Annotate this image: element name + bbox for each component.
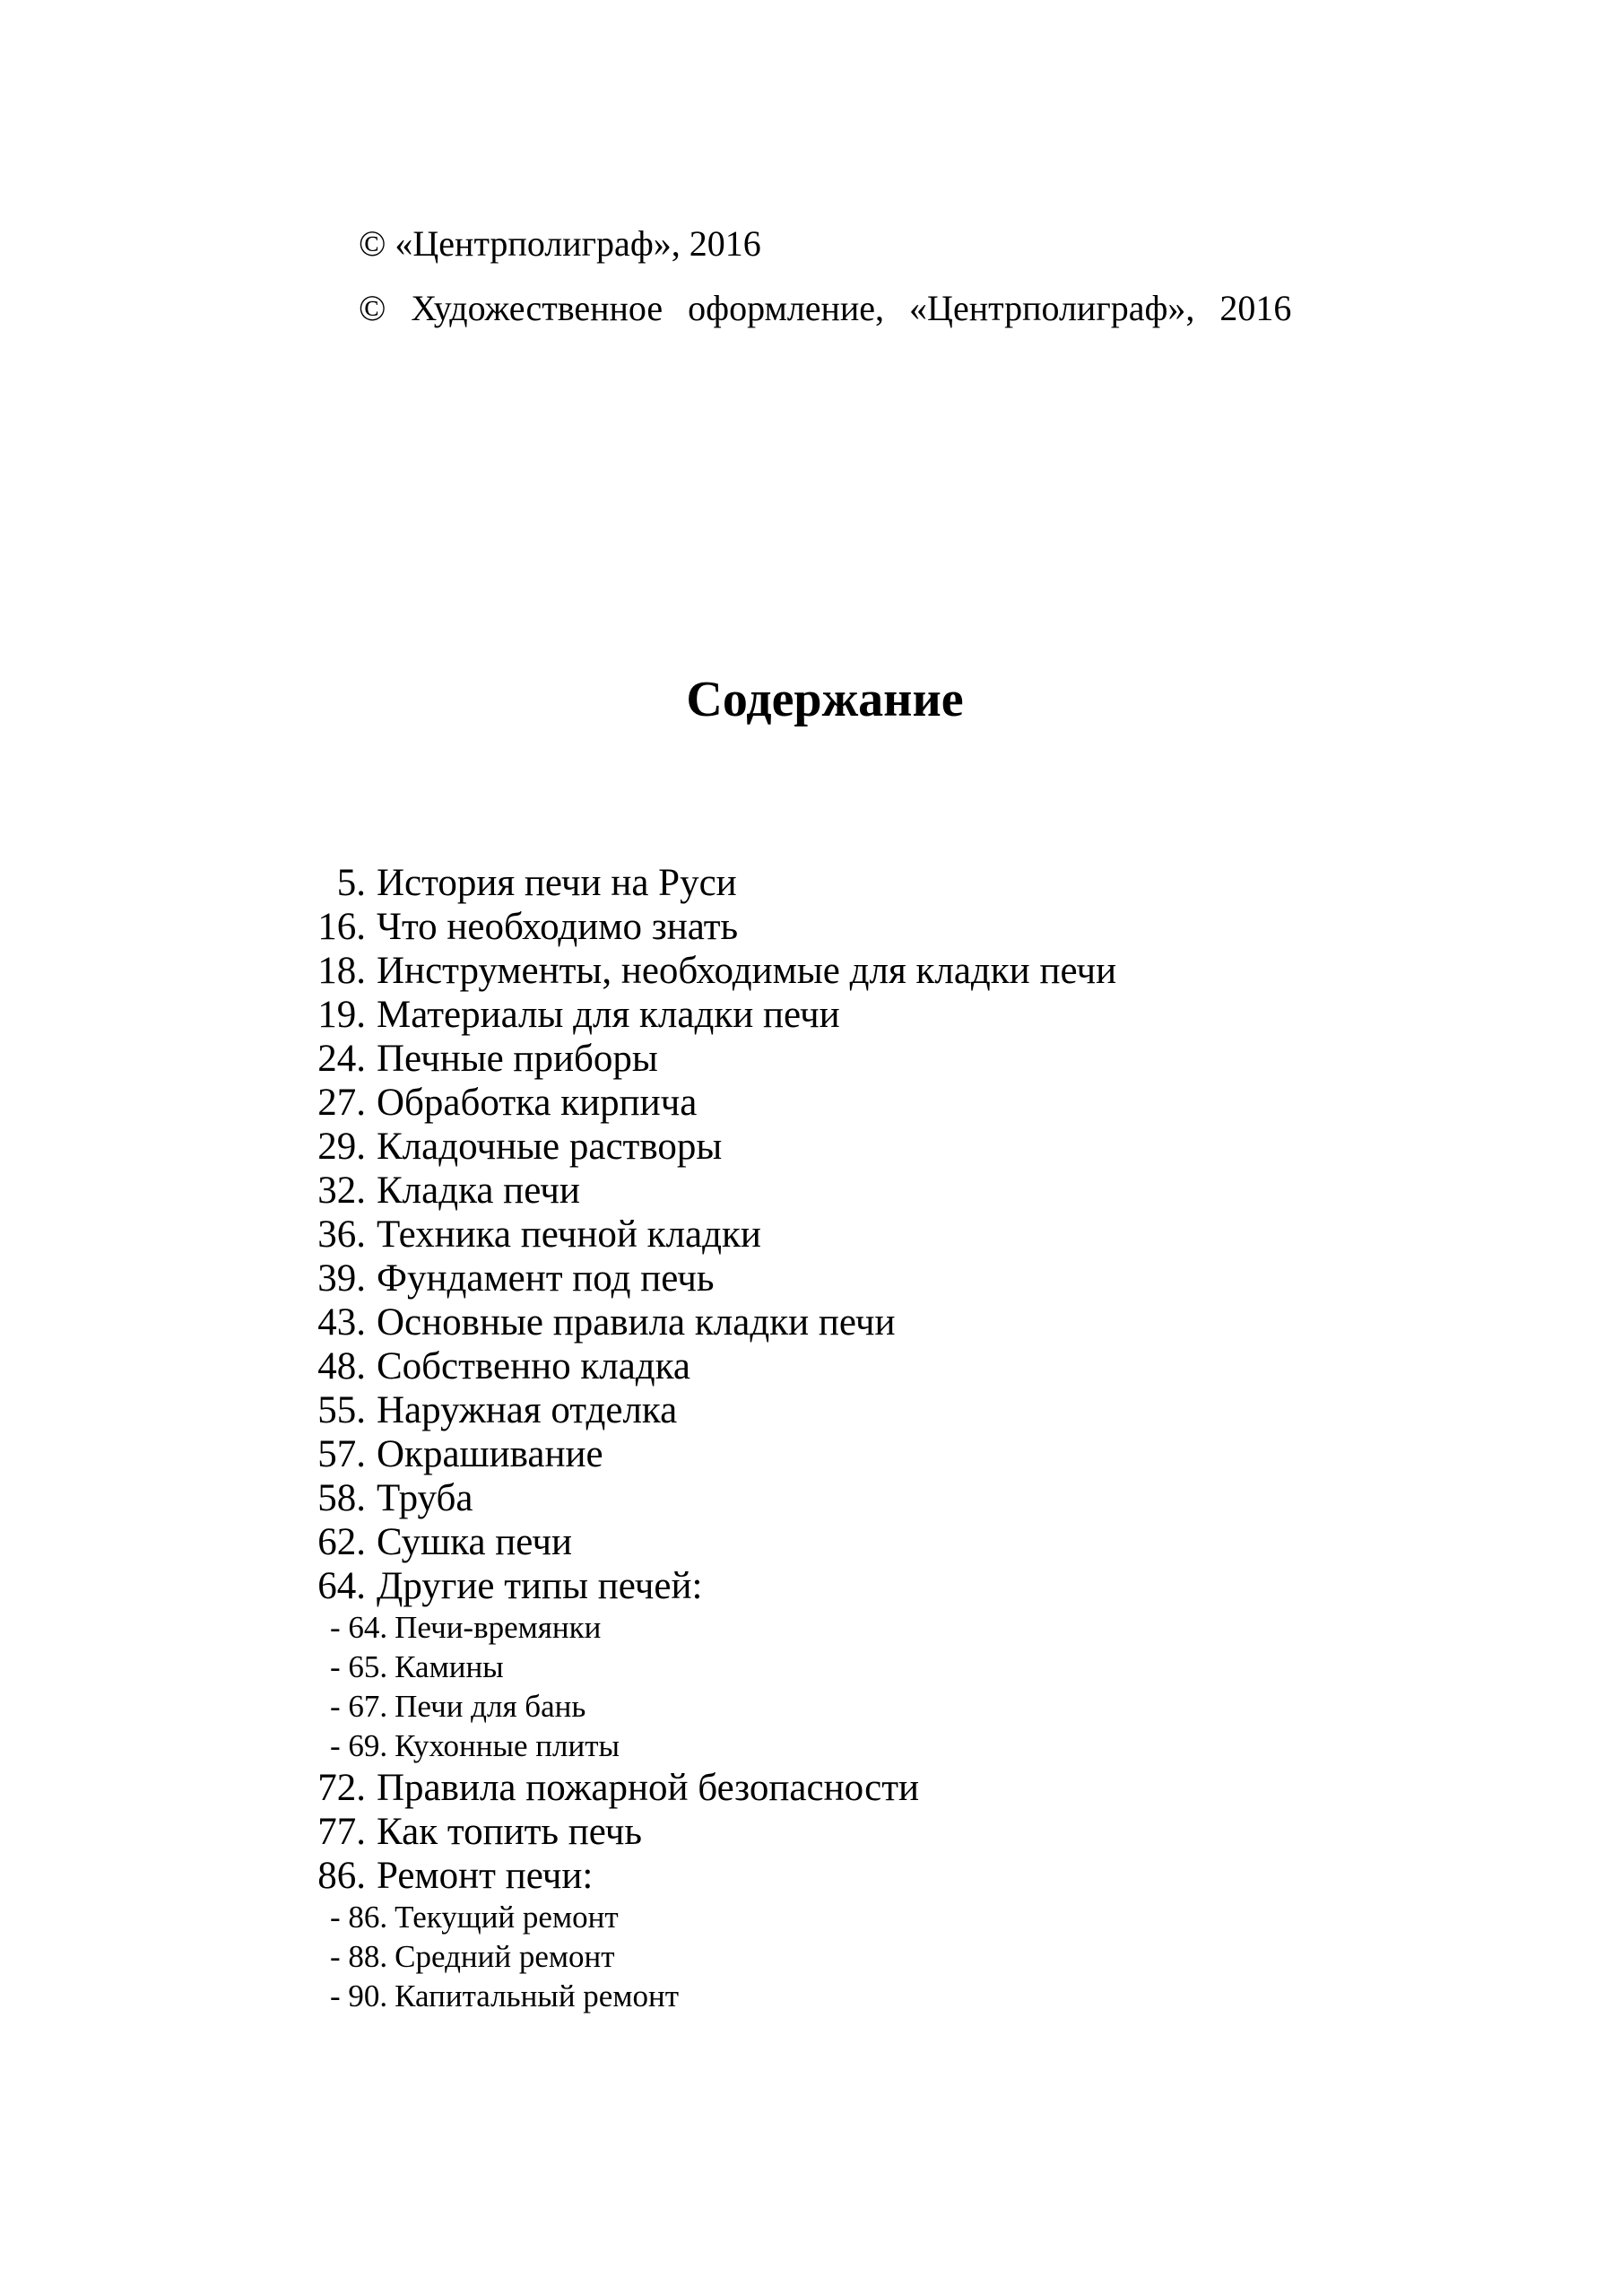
toc-entry-title: Собственно кладка [377,1345,690,1387]
toc-subentry-title: Печи-времянки [395,1610,602,1645]
toc-entry-title: Кладочные растворы [377,1126,723,1168]
toc-subentry-title: Текущий ремонт [395,1900,619,1935]
toc-entry-page: 16. [317,906,366,948]
toc-entry-title: Как топить печь [377,1811,643,1853]
toc-subentry [296,1648,1372,1687]
toc-entry-title: Что необходимо знать [377,906,739,948]
toc-entry-page: 62. [317,1521,366,1563]
toc-subentry-title: Капитальный ремонт [395,1979,680,2013]
toc-entry [296,1257,1372,1300]
toc-subentry-page: - 67. [330,1689,388,1724]
toc-entry-page: 36. [317,1213,366,1256]
toc-entry-title: Наружная отделка [377,1389,678,1431]
toc-entry [296,1520,1372,1564]
toc-subentry [296,1977,1372,2016]
toc-entry-title: Техника печной кладки [377,1213,761,1256]
toc-entry [296,949,1372,993]
toc-subentry [296,1898,1372,1937]
toc-entry-title: Фундамент под печь [377,1257,715,1300]
toc-entry-page: 18. [317,950,366,992]
toc-entry [296,1213,1372,1257]
toc-entry-page: 58. [317,1477,366,1519]
toc-entry-page: 29. [317,1126,366,1168]
toc-entry [296,1344,1372,1388]
toc-entry-title: Сушка печи [377,1521,572,1563]
toc-entry-page: 5. [336,862,366,904]
toc-entry [296,1081,1372,1125]
toc-entry [296,1854,1372,1898]
toc-subentry-page: - 64. [330,1610,388,1645]
toc-entry-page: 48. [317,1345,366,1387]
toc-entry-title: Другие типы печей: [377,1565,703,1607]
toc-subentry-page: - 90. [330,1979,388,2013]
toc-entry-page: 64. [317,1565,366,1607]
toc-entry-page: 24. [317,1038,366,1080]
toc-entry-page: 55. [317,1389,366,1431]
toc-entry [296,861,1372,905]
toc-subentry-title: Средний ремонт [395,1939,615,1974]
toc-entry [296,1300,1372,1344]
toc-subentry [296,1937,1372,1977]
toc-title: Содержание [686,672,964,727]
toc-entry-title: Ремонт печи: [377,1855,594,1897]
toc-entry-title: Окрашивание [377,1433,603,1475]
table-of-contents [296,861,1372,2016]
toc-entry-title: Инструменты, необходимые для кладки печи [377,950,1117,992]
toc-subentry-page: - 88. [330,1939,388,1974]
toc-subentry [296,1726,1372,1766]
copyright-line-design: © Художественное оформление, «Центрполиграф», 2016 [359,288,1292,328]
toc-entry [296,1169,1372,1213]
toc-subentry-title: Камины [395,1649,504,1684]
toc-entry-title: Печные приборы [377,1038,658,1080]
toc-subentry-page: - 69. [330,1728,388,1763]
toc-entry-title: Основные правила кладки печи [377,1301,896,1344]
toc-entry-page: 39. [317,1257,366,1300]
toc-entry-title: Труба [377,1477,473,1519]
toc-entry-page: 77. [317,1811,366,1853]
toc-entry [296,1564,1372,1608]
toc-entry [296,993,1372,1037]
toc-entry-title: Правила пожарной безопасности [377,1767,920,1809]
copyright-line-publisher: © «Центрполиграф», 2016 [359,223,761,264]
toc-subentry-page: - 65. [330,1649,388,1684]
toc-subentry-page: - 86. [330,1900,388,1935]
toc-entry [296,1037,1372,1081]
toc-entry [296,1388,1372,1432]
toc-entry-page: 19. [317,994,366,1036]
toc-entry [296,1125,1372,1169]
toc-entry [296,905,1372,949]
toc-entry-title: Обработка кирпича [377,1082,698,1124]
toc-entry-page: 57. [317,1433,366,1475]
toc-subentry [296,1608,1372,1648]
toc-entry [296,1432,1372,1476]
toc-subentry-title: Кухонные плиты [395,1728,620,1763]
toc-entry-page: 27. [317,1082,366,1124]
toc-entry [296,1810,1372,1854]
toc-entry-page: 86. [317,1855,366,1897]
toc-entry-page: 43. [317,1301,366,1344]
toc-entry [296,1476,1372,1520]
toc-entry-page: 32. [317,1170,366,1212]
toc-subentry-title: Печи для бань [395,1689,586,1724]
toc-subentry [296,1687,1372,1726]
toc-entry-title: Материалы для кладки печи [377,994,840,1036]
toc-entry-title: История печи на Руси [377,862,737,904]
toc-entry [296,1766,1372,1810]
toc-entry-title: Кладка печи [377,1170,580,1212]
toc-entry-page: 72. [317,1767,366,1809]
